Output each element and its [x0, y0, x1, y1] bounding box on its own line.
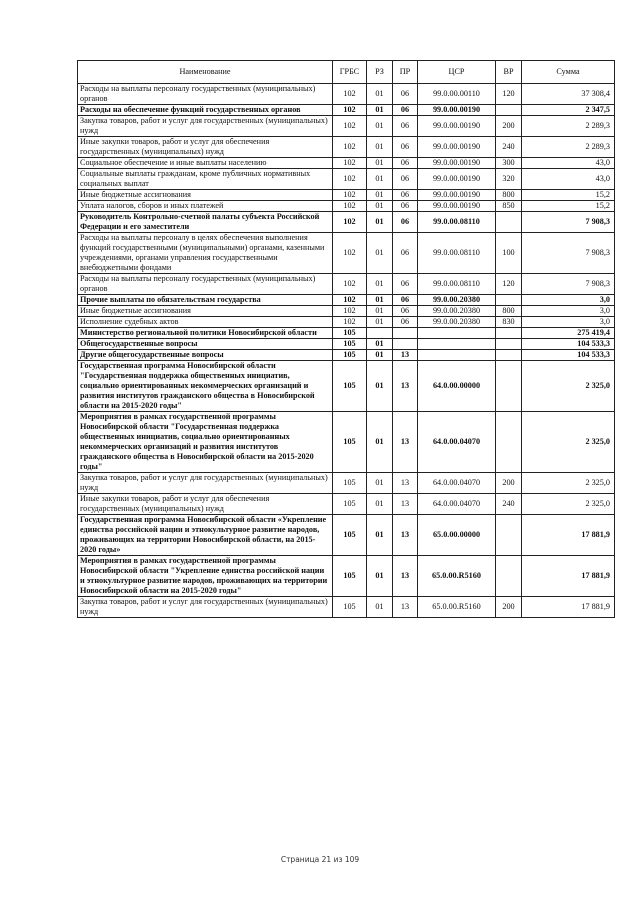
cell-pr: 06 [393, 201, 418, 212]
cell-pr: 06 [393, 116, 418, 137]
cell-csr: 99.0.00.00190 [418, 158, 496, 169]
cell-sum: 2 325,0 [522, 494, 615, 515]
cell-sum: 15,2 [522, 201, 615, 212]
table-row [78, 515, 615, 556]
cell-rz: 01 [367, 350, 393, 361]
cell-name: Социальные выплаты гражданам, кроме публичных нормативных социальных выплат [78, 169, 333, 190]
cell-csr: 64.0.00.04070 [418, 473, 496, 494]
table-row [78, 328, 615, 339]
table-row [78, 361, 615, 412]
cell-name: Расходы на выплаты персоналу государственных (муниципальных) органов [78, 274, 333, 295]
cell-csr: 65.0.00.R5160 [418, 556, 496, 597]
cell-sum: 43,0 [522, 169, 615, 190]
cell-name: Мероприятия в рамках государственной программы Новосибирской области "Государственная поддержка общественных инициатив, социально ориентированных некоммерческих организаций и развития институтов гражданского общества в Новосибирской области на 2015-2020 годы" [78, 412, 333, 473]
cell-vr: 240 [496, 494, 522, 515]
cell-grbs: 102 [333, 84, 367, 105]
cell-vr: 100 [496, 233, 522, 274]
cell-name: Исполнение судебных актов [78, 317, 333, 328]
cell-sum: 104 533,3 [522, 350, 615, 361]
cell-name: Закупка товаров, работ и услуг для государственных (муниципальных) нужд [78, 116, 333, 137]
cell-vr: 320 [496, 169, 522, 190]
cell-csr: 64.0.00.00000 [418, 361, 496, 412]
table-row [78, 295, 615, 306]
cell-sum: 17 881,9 [522, 556, 615, 597]
cell-rz: 01 [367, 158, 393, 169]
cell-pr: 13 [393, 597, 418, 618]
cell-csr: 99.0.00.00190 [418, 169, 496, 190]
cell-vr [496, 328, 522, 339]
table-row [78, 201, 615, 212]
cell-sum: 7 908,3 [522, 212, 615, 233]
cell-grbs: 105 [333, 556, 367, 597]
cell-vr: 200 [496, 116, 522, 137]
cell-grbs: 105 [333, 515, 367, 556]
cell-vr: 830 [496, 317, 522, 328]
table-row [78, 212, 615, 233]
cell-rz: 01 [367, 274, 393, 295]
cell-pr: 06 [393, 84, 418, 105]
table-row [78, 84, 615, 105]
cell-vr [496, 515, 522, 556]
cell-sum: 3,0 [522, 317, 615, 328]
cell-vr [496, 105, 522, 116]
cell-rz: 01 [367, 361, 393, 412]
cell-csr: 65.0.00.R5160 [418, 597, 496, 618]
cell-pr: 06 [393, 233, 418, 274]
cell-vr: 200 [496, 597, 522, 618]
cell-pr: 06 [393, 317, 418, 328]
table-row [78, 473, 615, 494]
table-row [78, 556, 615, 597]
table-row [78, 116, 615, 137]
table-body [78, 84, 615, 618]
cell-sum: 3,0 [522, 295, 615, 306]
cell-vr [496, 339, 522, 350]
cell-csr: 64.0.00.04070 [418, 412, 496, 473]
cell-pr: 06 [393, 190, 418, 201]
header-sum: Сумма [522, 61, 615, 84]
cell-grbs: 102 [333, 212, 367, 233]
cell-rz: 01 [367, 233, 393, 274]
cell-pr: 13 [393, 473, 418, 494]
cell-grbs: 105 [333, 328, 367, 339]
cell-name: Государственная программа Новосибирской области «Укрепление единства российской нации и этнокультурное развитие народов, проживающих на территории Новосибирской области, на 2015-2020 годы» [78, 515, 333, 556]
cell-grbs: 102 [333, 233, 367, 274]
table-row [78, 597, 615, 618]
cell-rz: 01 [367, 556, 393, 597]
cell-rz: 01 [367, 295, 393, 306]
cell-vr [496, 295, 522, 306]
cell-csr: 99.0.00.00110 [418, 84, 496, 105]
cell-grbs: 105 [333, 597, 367, 618]
table-row [78, 412, 615, 473]
cell-csr: 99.0.00.08110 [418, 212, 496, 233]
cell-vr [496, 412, 522, 473]
cell-csr: 99.0.00.08110 [418, 274, 496, 295]
cell-name: Закупка товаров, работ и услуг для государственных (муниципальных) нужд [78, 597, 333, 618]
cell-name: Социальное обеспечение и иные выплаты населению [78, 158, 333, 169]
cell-name: Уплата налогов, сборов и иных платежей [78, 201, 333, 212]
cell-name: Расходы на выплаты персоналу государственных (муниципальных) органов [78, 84, 333, 105]
cell-grbs: 105 [333, 339, 367, 350]
cell-pr: 13 [393, 494, 418, 515]
cell-sum: 7 908,3 [522, 274, 615, 295]
cell-vr: 800 [496, 306, 522, 317]
cell-csr: 99.0.00.00190 [418, 137, 496, 158]
cell-csr: 99.0.00.00190 [418, 190, 496, 201]
cell-rz: 01 [367, 105, 393, 116]
cell-rz: 01 [367, 84, 393, 105]
cell-rz: 01 [367, 339, 393, 350]
cell-name: Закупка товаров, работ и услуг для государственных (муниципальных) нужд [78, 473, 333, 494]
cell-sum: 275 419,4 [522, 328, 615, 339]
cell-pr: 06 [393, 295, 418, 306]
header-row [78, 61, 615, 84]
cell-grbs: 102 [333, 201, 367, 212]
header-name: Наименование [78, 61, 333, 84]
header-pr: ПР [393, 61, 418, 84]
cell-name: Министерство региональной политики Новосибирской области [78, 328, 333, 339]
cell-csr [418, 350, 496, 361]
table-row [78, 105, 615, 116]
table-row [78, 274, 615, 295]
cell-vr [496, 361, 522, 412]
cell-name: Мероприятия в рамках государственной программы Новосибирской области "Укрепление единства российской нации и этнокультурное развитие народов, проживающих на территории Новосибирской области на 2015-2020 годы" [78, 556, 333, 597]
cell-rz: 01 [367, 412, 393, 473]
cell-vr: 800 [496, 190, 522, 201]
cell-vr [496, 212, 522, 233]
cell-sum: 7 908,3 [522, 233, 615, 274]
cell-csr: 65.0.00.00000 [418, 515, 496, 556]
table-row [78, 169, 615, 190]
cell-grbs: 102 [333, 137, 367, 158]
cell-sum: 2 347,5 [522, 105, 615, 116]
budget-table [77, 60, 615, 618]
cell-grbs: 102 [333, 306, 367, 317]
cell-pr: 06 [393, 169, 418, 190]
cell-sum: 15,2 [522, 190, 615, 201]
cell-rz: 01 [367, 169, 393, 190]
cell-name: Руководитель Контрольно-счетной палаты субъекта Российской Федерации и его заместители [78, 212, 333, 233]
cell-sum: 43,0 [522, 158, 615, 169]
cell-pr [393, 339, 418, 350]
cell-pr: 13 [393, 515, 418, 556]
table-header [78, 61, 615, 84]
cell-name: Иные закупки товаров, работ и услуг для обеспечения государственных (муниципальных) нужд [78, 137, 333, 158]
cell-rz: 01 [367, 597, 393, 618]
header-vr: ВР [496, 61, 522, 84]
table-row [78, 158, 615, 169]
cell-pr: 13 [393, 350, 418, 361]
table-row [78, 350, 615, 361]
cell-pr: 06 [393, 137, 418, 158]
table-row [78, 339, 615, 350]
cell-sum: 2 289,3 [522, 137, 615, 158]
cell-name: Другие общегосударственные вопросы [78, 350, 333, 361]
cell-pr: 06 [393, 274, 418, 295]
cell-grbs: 102 [333, 274, 367, 295]
cell-pr: 06 [393, 158, 418, 169]
cell-pr: 06 [393, 212, 418, 233]
cell-vr: 120 [496, 274, 522, 295]
cell-pr: 13 [393, 361, 418, 412]
cell-csr: 64.0.00.04070 [418, 494, 496, 515]
cell-pr: 06 [393, 105, 418, 116]
cell-vr [496, 350, 522, 361]
table-row [78, 190, 615, 201]
cell-rz: 01 [367, 515, 393, 556]
table-row [78, 137, 615, 158]
cell-name: Расходы на обеспечение функций государственных органов [78, 105, 333, 116]
table-row [78, 233, 615, 274]
cell-grbs: 105 [333, 361, 367, 412]
cell-grbs: 102 [333, 158, 367, 169]
cell-rz: 01 [367, 116, 393, 137]
cell-name: Прочие выплаты по обязательствам государства [78, 295, 333, 306]
cell-grbs: 105 [333, 350, 367, 361]
cell-csr [418, 328, 496, 339]
cell-vr: 300 [496, 158, 522, 169]
cell-sum: 104 533,3 [522, 339, 615, 350]
cell-name: Расходы на выплаты персоналу в целях обеспечения выполнения функций государственными (муниципальными) органами, казенными учреждениями, органами управления государственными внебюджетными фондами [78, 233, 333, 274]
cell-grbs: 105 [333, 412, 367, 473]
cell-csr: 99.0.00.20380 [418, 317, 496, 328]
page-number: Страница 21 из 109 [280, 855, 360, 864]
cell-rz: 01 [367, 494, 393, 515]
table-row [78, 317, 615, 328]
cell-sum: 3,0 [522, 306, 615, 317]
cell-vr [496, 556, 522, 597]
cell-name: Государственная программа Новосибирской области "Государственная поддержка общественных инициатив, социально ориентированных некоммерческих организаций и развития институтов гражданского общества в Новосибирской области на 2015-2020 годы" [78, 361, 333, 412]
cell-grbs: 102 [333, 105, 367, 116]
cell-name: Общегосударственные вопросы [78, 339, 333, 350]
cell-csr: 99.0.00.00190 [418, 201, 496, 212]
cell-grbs: 102 [333, 295, 367, 306]
cell-pr: 13 [393, 556, 418, 597]
cell-sum: 17 881,9 [522, 597, 615, 618]
cell-rz: 01 [367, 201, 393, 212]
cell-pr [393, 328, 418, 339]
cell-csr: 99.0.00.08110 [418, 233, 496, 274]
header-csr: ЦСР [418, 61, 496, 84]
cell-grbs: 102 [333, 169, 367, 190]
cell-rz: 01 [367, 317, 393, 328]
cell-sum: 2 325,0 [522, 361, 615, 412]
cell-vr: 200 [496, 473, 522, 494]
cell-name: Иные закупки товаров, работ и услуг для обеспечения государственных (муниципальных) нужд [78, 494, 333, 515]
cell-grbs: 105 [333, 473, 367, 494]
cell-vr: 850 [496, 201, 522, 212]
cell-rz [367, 328, 393, 339]
cell-rz: 01 [367, 473, 393, 494]
cell-grbs: 102 [333, 116, 367, 137]
cell-name: Иные бюджетные ассигнования [78, 190, 333, 201]
cell-sum: 2 325,0 [522, 412, 615, 473]
cell-sum: 2 325,0 [522, 473, 615, 494]
cell-csr: 99.0.00.00190 [418, 105, 496, 116]
cell-pr: 06 [393, 306, 418, 317]
cell-vr: 120 [496, 84, 522, 105]
header-rz: РЗ [367, 61, 393, 84]
cell-rz: 01 [367, 190, 393, 201]
cell-csr: 99.0.00.20380 [418, 295, 496, 306]
cell-name: Иные бюджетные ассигнования [78, 306, 333, 317]
cell-rz: 01 [367, 306, 393, 317]
cell-grbs: 105 [333, 494, 367, 515]
cell-pr: 13 [393, 412, 418, 473]
cell-grbs: 102 [333, 317, 367, 328]
cell-sum: 37 308,4 [522, 84, 615, 105]
cell-csr [418, 339, 496, 350]
cell-sum: 17 881,9 [522, 515, 615, 556]
cell-vr: 240 [496, 137, 522, 158]
cell-csr: 99.0.00.20380 [418, 306, 496, 317]
cell-sum: 2 289,3 [522, 116, 615, 137]
table-row [78, 494, 615, 515]
header-grbs: ГРБС [333, 61, 367, 84]
cell-rz: 01 [367, 212, 393, 233]
cell-grbs: 102 [333, 190, 367, 201]
cell-rz: 01 [367, 137, 393, 158]
cell-csr: 99.0.00.00190 [418, 116, 496, 137]
table-row [78, 306, 615, 317]
